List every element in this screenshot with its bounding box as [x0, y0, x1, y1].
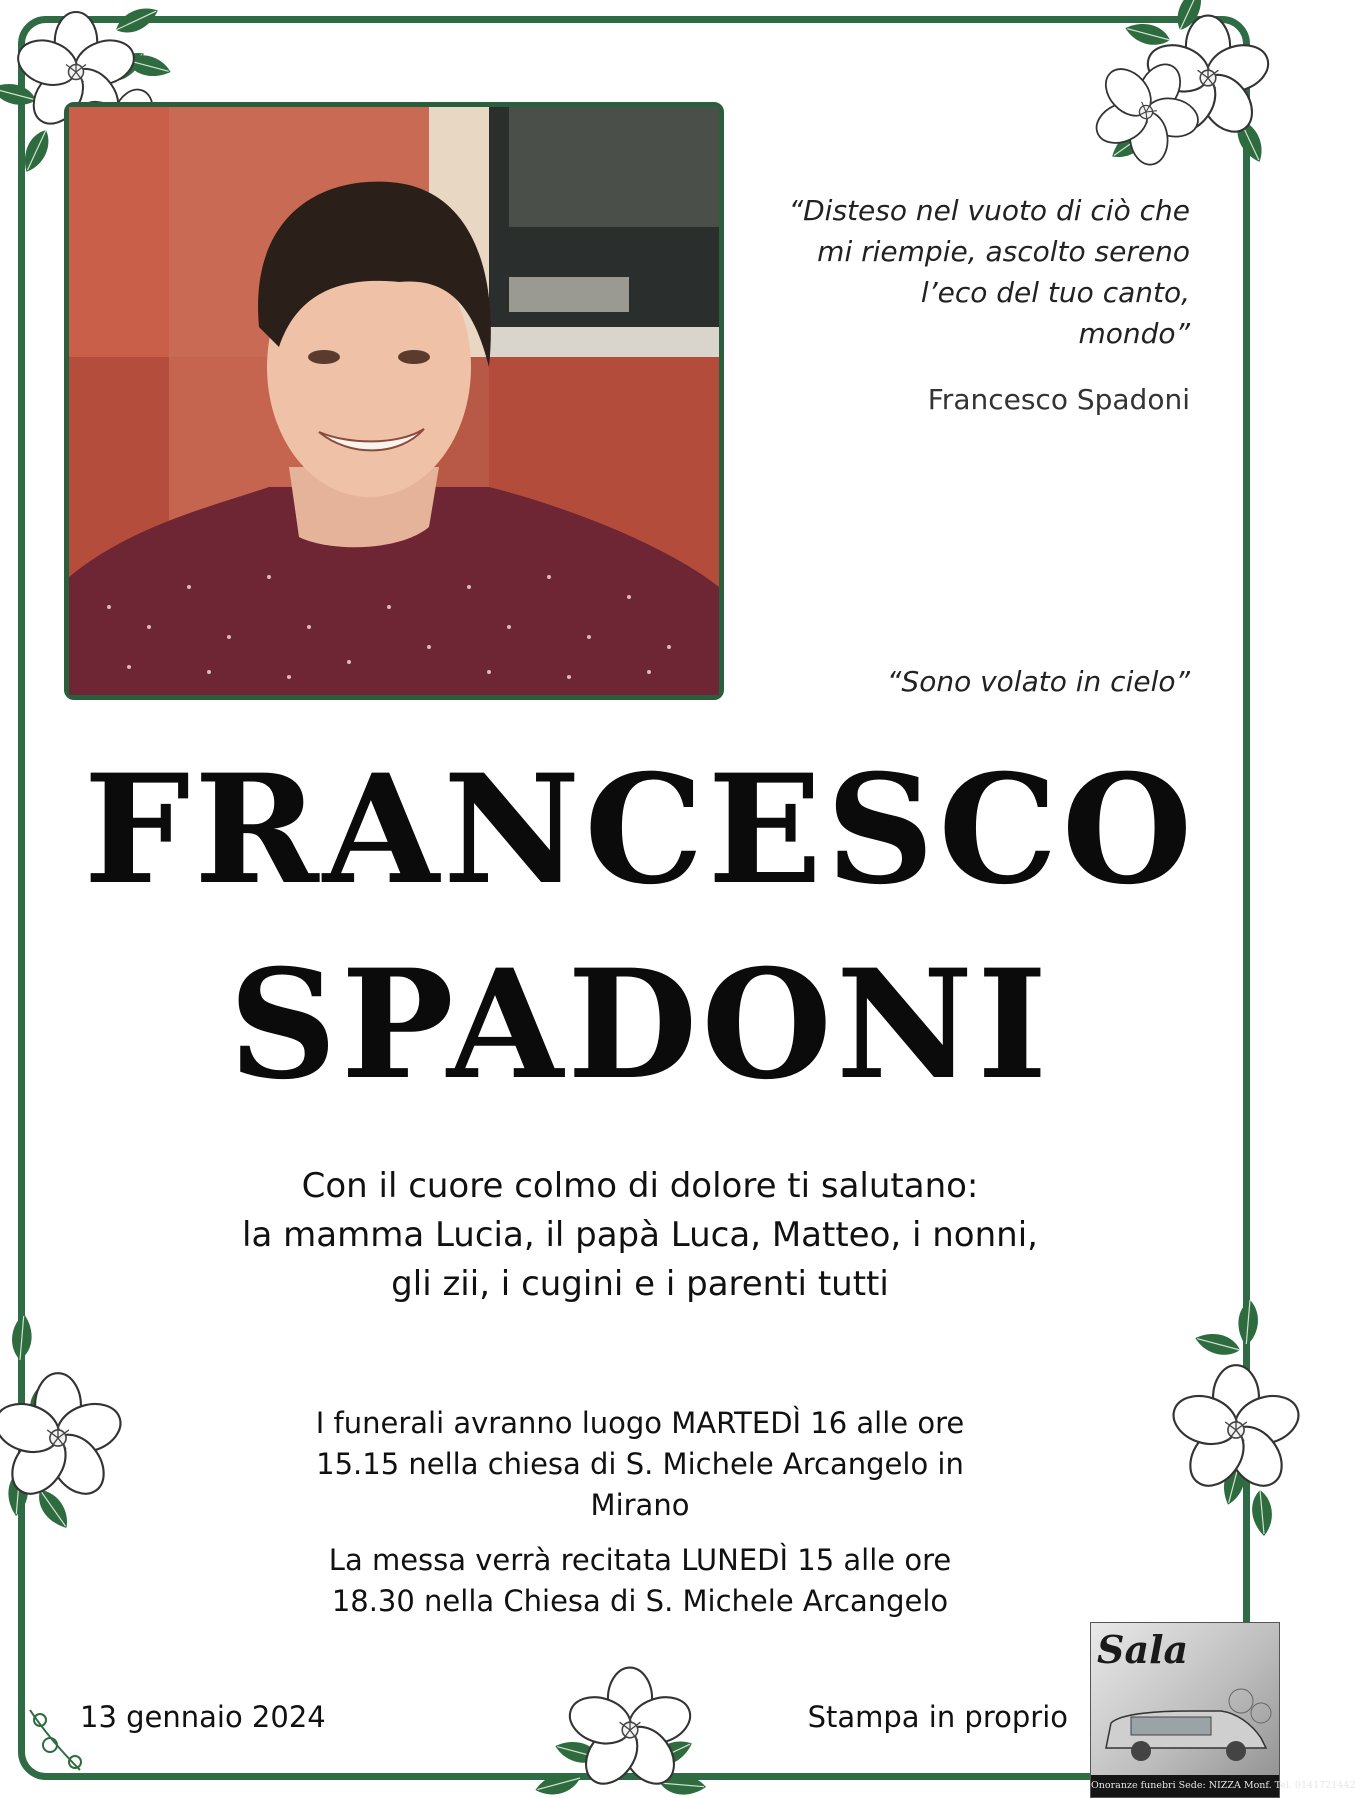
white-flower-icon	[1090, 0, 1280, 190]
publication-date: 13 gennaio 2024	[80, 1700, 326, 1734]
portrait-photo	[64, 102, 724, 700]
deceased-first-name: FRANCESCO	[83, 742, 1197, 918]
family-message: Con il cuore colmo di dolore ti salutano: la mamma Lucia, il papà Luca, Matteo, i nonni, gli zii, i cugini e i parenti tutti	[242, 1166, 1038, 1304]
funeral-notice: I funerali avranno luogo MARTEDÌ 16 alle ore 15.15 nella chiesa di S. Michele Arcangelo in Mirano	[315, 1406, 965, 1522]
agency-logo-caption: Onoranze funebri Sede: NIZZA Monf. Tel. 0141721442	[1091, 1775, 1279, 1797]
hearse-icon	[1101, 1683, 1276, 1773]
poem-quote: “Disteso nel vuoto di ciò che mi riempie, ascolto sereno l’eco del tuo canto, mondo”	[788, 194, 1190, 350]
agency-logo-name: Sala	[1097, 1627, 1189, 1672]
short-quote: “Sono volato in cielo”	[886, 665, 1190, 698]
quote-author: Francesco Spadoni	[927, 383, 1190, 416]
deceased-last-name: SPADONI	[228, 937, 1052, 1113]
agency-logo	[1090, 1622, 1355, 1798]
print-note: Stampa in proprio	[807, 1700, 1068, 1734]
mass-notice: La messa verrà recitata LUNEDÌ 15 alle ore 18.30 nella Chiesa di S. Michele Arcangelo	[328, 1543, 952, 1618]
white-flower-icon	[480, 1668, 780, 1798]
